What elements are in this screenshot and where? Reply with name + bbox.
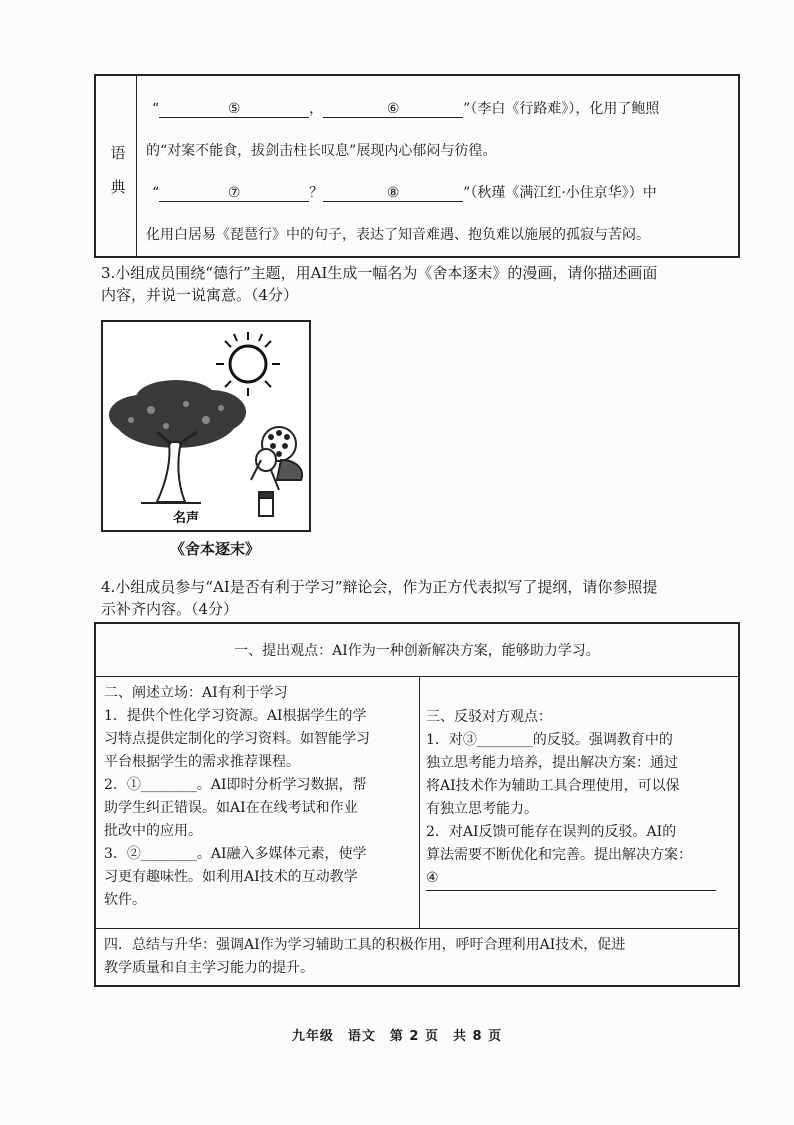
blank-5[interactable]: ⑤ [159,101,309,118]
outline-left-column [104,682,414,912]
blank-8[interactable]: ⑧ [323,185,463,202]
footer-line-1: 四．总结与升华：强调AI作为学习辅助工具的积极作用，呼吁合理利用AI技术，促进 [104,937,626,953]
right-line-blank-3[interactable]: 1．对③________的反驳。强调教育中的 [426,732,673,748]
yudian-label: 语典 [110,144,126,196]
question-3-line-2: 内容，并说一说寓意。（4分） [101,286,299,304]
left-line: 助学生纠正错误。如AI在在线考试和作业 [104,800,358,816]
question-4 [101,576,657,620]
row-divider [96,928,738,929]
right-line: 独立思考能力培养，提出解决方案：通过 [426,755,678,771]
blank-6[interactable]: ⑥ [323,101,463,118]
row-divider [96,676,738,677]
right-line: 有独立思考能力。 [426,801,538,817]
open-quote: “ [152,185,160,201]
question-4-line-1: 4.小组成员参与“AI是否有利于学习”辩论会，作为正方代表拟写了提纲，请你参照提 [101,578,658,596]
separator: ， [309,101,324,117]
right-line: 算法需要不断优化和完善。提出解决方案： [426,847,692,863]
question-3-line-1: 3.小组成员围绕“德行”主题，用AI生成一幅名为《舍本逐末》的漫画，请你描述画面 [101,264,658,282]
outline-right-column [426,706,736,891]
cartoon-image [101,320,311,532]
left-line: 习特点提供定制化的学习资料。如智能学习 [104,731,370,747]
question-4-line-2: 示补齐内容。（4分） [101,600,239,618]
left-line: 批改中的应用。 [104,823,202,839]
column-divider [419,676,420,928]
tree-label: 名声 [173,511,200,526]
yudian-row-4: 化用白居易《琵琶行》中的句子，表达了知音难遇、抱负难以施展的孤寂与苦闷。 [146,227,650,243]
paint-bucket-icon [259,492,273,516]
right-line: 将AI技术作为辅助工具合理使用，可以保 [426,778,680,794]
left-line: 平台根据学生的需求推荐课程。 [104,754,300,770]
left-line: 软件。 [104,892,146,908]
answer-blank-4[interactable]: ④ [426,867,716,891]
cartoon-caption: 《舍本逐末》 [170,540,261,558]
left-line: 二、阐述立场：AI有利于学习 [104,685,288,701]
page-footer: 九年级 语文 第 2 页 共 8 页 [291,1029,503,1044]
left-line: 1．提供个性化学习资源。AI根据学生的学 [104,708,367,724]
footer-line-2: 教学质量和自主学习能力的提升。 [104,960,314,976]
right-line: 三、反驳对方观点： [426,709,552,725]
table-divider [136,76,137,256]
yudian-row-2: 的“对案不能食，拔剑击柱长叹息”展现内心郁闷与彷徨。 [146,143,497,159]
outline-header: 一、提出观点：AI作为一种创新解决方案，能够助力学习。 [234,643,600,659]
outline-table [94,622,740,987]
yudian-row-1 [152,98,659,118]
blank-7[interactable]: ⑦ [159,185,309,202]
open-quote: “ [152,101,160,117]
yudian-row-3 [152,182,657,202]
left-line-blank-1[interactable]: 2．①________。AI即时分析学习数据，帮 [104,777,367,793]
right-line: 2．对AI反馈可能存在误判的反驳。AI的 [426,824,677,840]
yudian-table [94,74,740,258]
left-line-blank-2[interactable]: 3．②________。AI融入多媒体元素，使学 [104,846,367,862]
outline-footer [104,934,734,980]
row-tail: ”（秋瑾《满江红·小住京华》）中 [463,185,657,201]
question-3 [101,262,657,306]
left-line: 习更有趣味性。如利用AI技术的互动教学 [104,869,358,885]
row-tail: ”（李白《行路难》），化用了鲍照 [463,101,660,117]
separator: ？ [309,185,324,201]
